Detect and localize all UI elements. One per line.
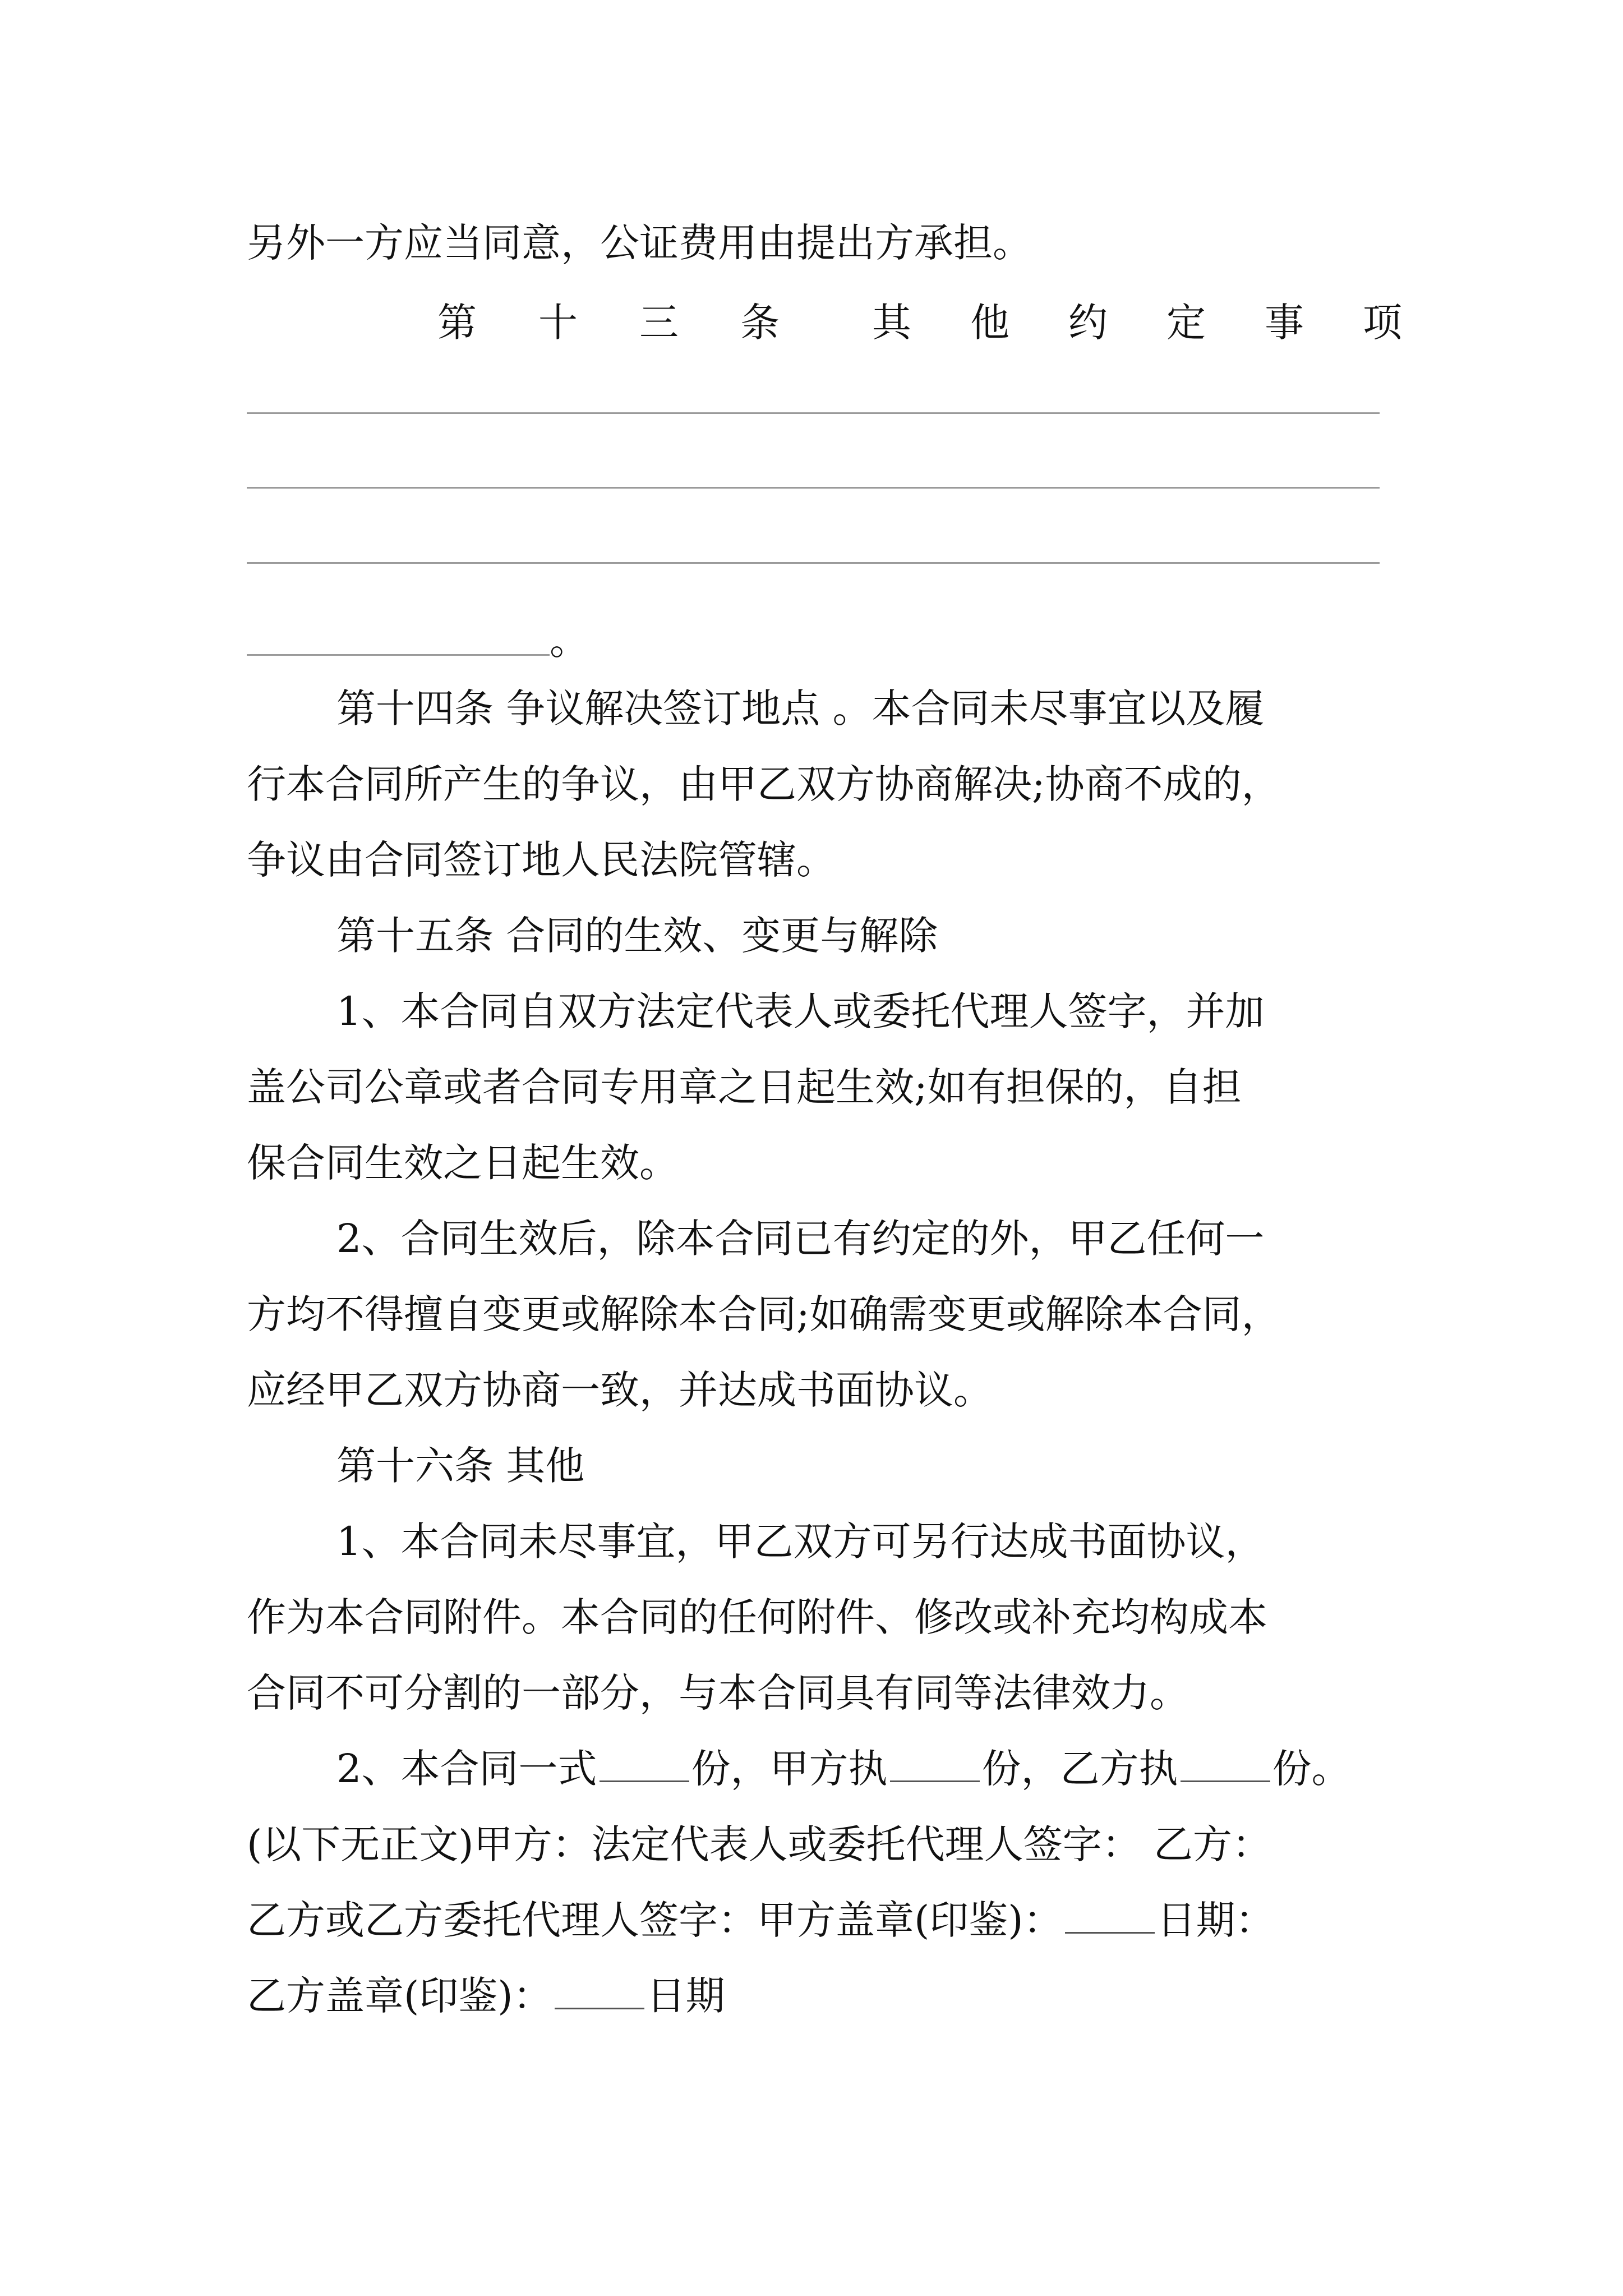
text-line: 1、本合同未尽事宜，甲乙双方可另行达成书面协议， — [336, 1519, 1265, 1565]
text-line: 应经甲乙双方协商一致，并达成书面协议。 — [247, 1367, 993, 1413]
heading-char: 约 — [1068, 300, 1108, 346]
text-fragment: 份，乙方执 — [981, 1746, 1178, 1792]
heading-char: 三 — [639, 300, 679, 346]
text-line: 作为本合同附件。本合同的任何附件、修改或补充均构成本 — [247, 1594, 1267, 1640]
short-fill-in-rule — [247, 654, 550, 656]
signature-line — [247, 1971, 1413, 2021]
blank-party-b-seal[interactable] — [555, 1974, 644, 2009]
fill-in-rule-end — [247, 615, 589, 666]
blank-copies-party-b[interactable] — [1181, 1747, 1270, 1782]
text-fragment: 份，甲方执 — [691, 1746, 888, 1792]
blank-copies-party-a[interactable] — [890, 1747, 980, 1782]
fill-in-rule — [247, 487, 1380, 489]
heading-char: 十 — [538, 300, 578, 346]
article-16-heading: 第十六条 其他 — [336, 1443, 585, 1489]
heading-char: 定 — [1166, 300, 1206, 346]
heading-char: 其 — [872, 300, 911, 346]
article-15-heading: 第十五条 合同的生效、变更与解除 — [336, 913, 938, 959]
text-line: 争议由合同签订地人民法院管辖。 — [247, 837, 836, 883]
text-fragment: 日期 — [646, 1973, 725, 2019]
text-fragment: 乙方或乙方委托代理人签字：甲方盖章(印鉴)： — [247, 1897, 1063, 1943]
blank-copies-total[interactable] — [600, 1747, 689, 1782]
heading-char: 条 — [740, 300, 780, 346]
text-fragment: 2、本合同一式 — [336, 1746, 597, 1792]
text-line: 保合同生效之日起生效。 — [247, 1140, 679, 1186]
fill-in-rule — [247, 412, 1380, 414]
text-fragment: 乙方盖章(印鉴)： — [247, 1973, 552, 2019]
period-mark: 。 — [550, 618, 589, 664]
text-line: 1、本合同自双方法定代表人或委托代理人签字，并加 — [336, 988, 1265, 1034]
signature-line — [247, 1895, 1413, 1945]
fill-in-rule — [247, 562, 1380, 564]
heading-char: 他 — [970, 300, 1009, 346]
text-line: 行本合同所产生的争议，由甲乙双方协商解决;协商不成的， — [247, 761, 1281, 807]
article-13-title — [872, 297, 1402, 348]
heading-char: 事 — [1265, 300, 1304, 346]
text-line: 2、合同生效后，除本合同已有约定的外，甲乙任何一 — [336, 1216, 1265, 1262]
text-fragment: 份。 — [1272, 1746, 1351, 1792]
text-line: 合同不可分割的一部分，与本合同具有同等法律效力。 — [247, 1670, 1189, 1716]
heading-char: 项 — [1363, 300, 1402, 346]
article-13-number — [437, 297, 780, 348]
text-line: 另外一方应当同意，公证费用由提出方承担。 — [247, 220, 1032, 266]
blank-party-a-seal[interactable] — [1065, 1898, 1155, 1934]
text-line: 方均不得擅自变更或解除本合同;如确需变更或解除本合同， — [247, 1291, 1281, 1337]
text-line: (以下无正文)甲方：法定代表人或委托代理人签字： 乙方： — [247, 1821, 1271, 1867]
text-line: 第十四条 争议解决签订地点 。本合同未尽事宜以及履 — [336, 685, 1265, 731]
text-fragment: 日期： — [1156, 1897, 1275, 1943]
heading-char: 第 — [437, 300, 477, 346]
article-13-heading — [437, 297, 1402, 348]
copies-line — [336, 1743, 1413, 1794]
text-line: 盖公司公章或者合同专用章之日起生效;如有担保的，自担 — [247, 1064, 1242, 1110]
